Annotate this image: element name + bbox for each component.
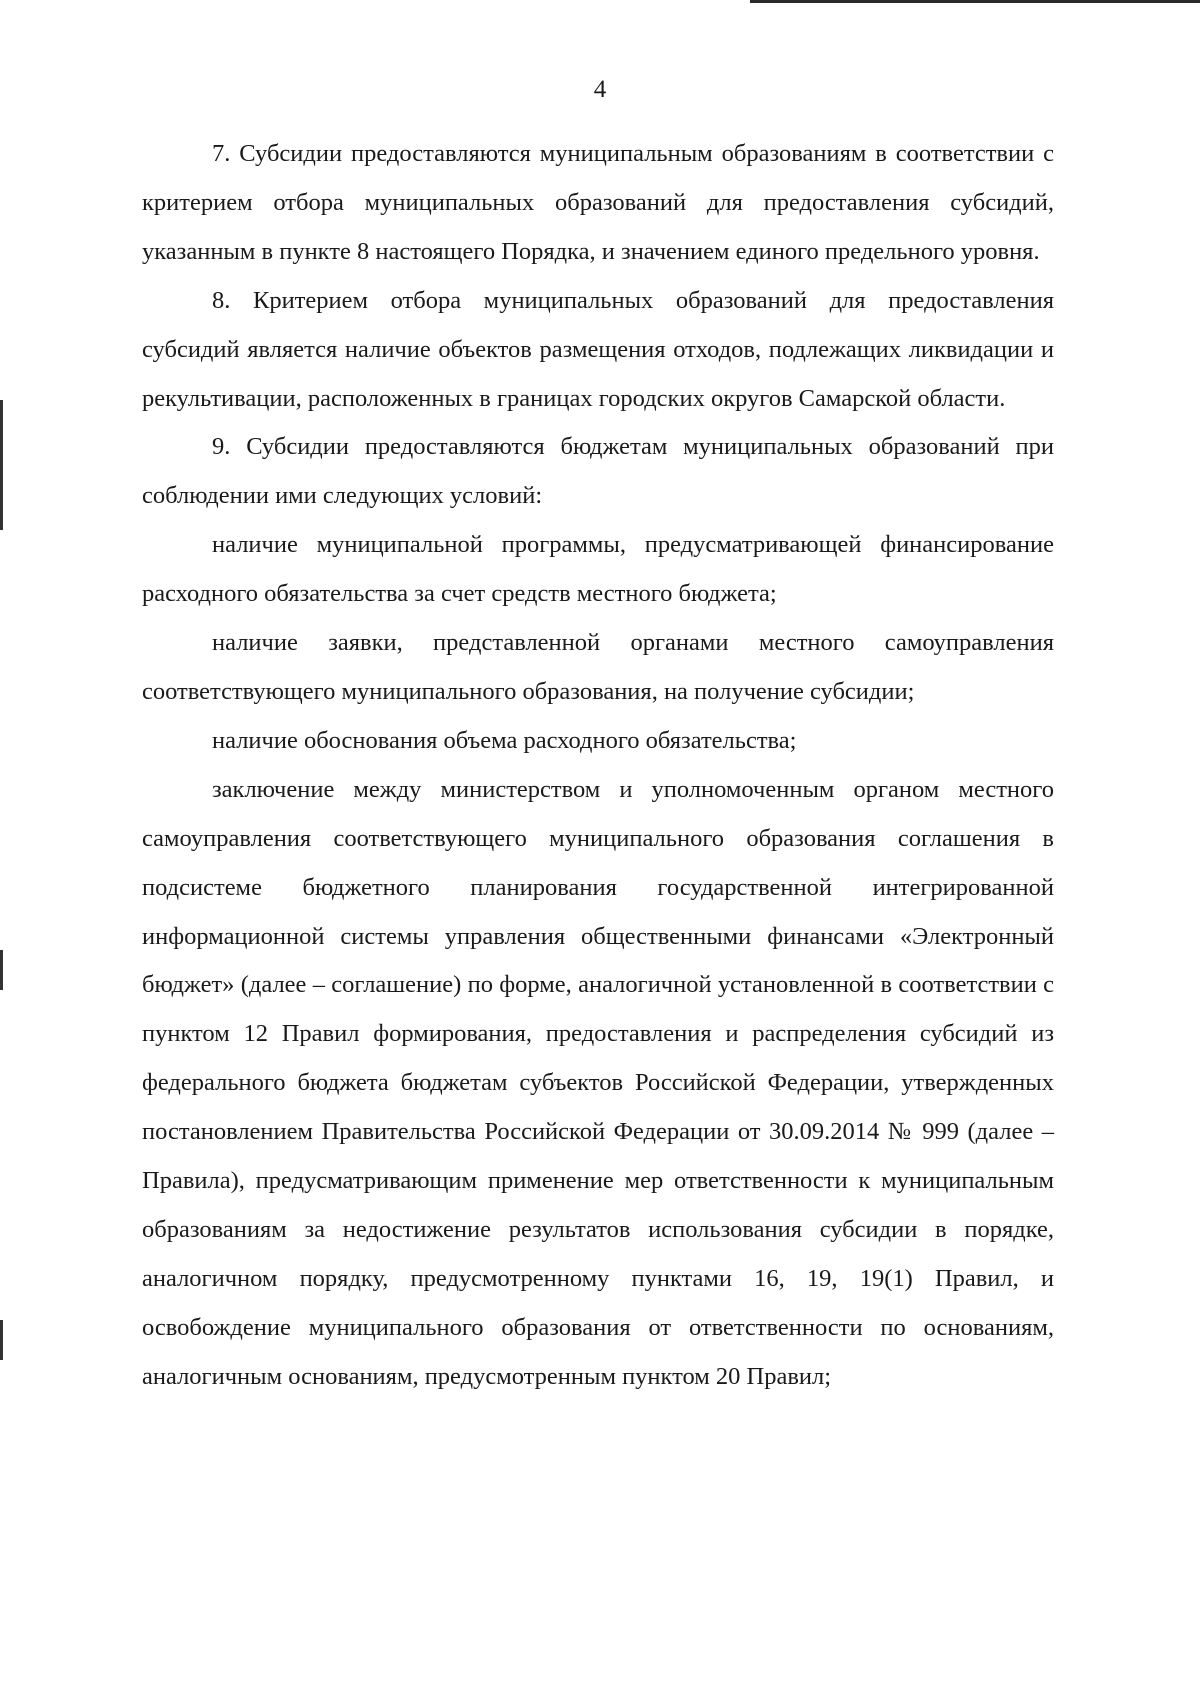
page-number: 4 [593, 76, 607, 103]
scan-edge-mark [0, 950, 3, 990]
scan-edge-mark [0, 1320, 3, 1360]
condition-agreement: заключение между министерством и уполномоченным органом местного самоуправления соответствующего муниципального образования соглашения в подсистеме бюджетного планирования государственной интегрированной информационной системы управления общественными финансами «Электронный бюджет» (далее – соглашение) по форме, аналогичной установленной в соответствии с пунктом 12 Правил формирования, предоставления и распределения субсидий из федерального бюджета бюджетам субъектов Российской Федерации, утвержденных постановлением Правительства Российской Федерации от 30.09.2014 № 999 (далее – Правила), предусматривающим применение мер ответственности к муниципальным образованиям за недостижение результатов использования субсидии в порядке, аналогичном порядку, предусмотренному пунктами 16, 19, 19(1) Правил, и освобождение муниципального образования от ответственности по основаниям, аналогичным основаниям, предусмотренным пунктом 20 Правил; [142, 775, 1054, 1390]
paragraph-7: 7. Субсидии предоставляются муниципальным образованиям в соответствии с критерием отбора муниципальных образований для предоставления субсидий, указанным в пункте 8 настоящего Порядка, и значением единого предельного уровня. [142, 140, 1054, 265]
paragraph-8: 8. Критерием отбора муниципальных образований для предоставления субсидий является наличие объектов размещения отходов, подлежащих ликвидации и рекультивации, расположенных в границах городских округов Самарской области. [142, 286, 1054, 412]
document-body [142, 130, 1054, 1402]
paragraph-9: 9. Субсидии предоставляются бюджетам муниципальных образований при соблюдении ими следующих условий: [142, 433, 1054, 510]
condition-application: наличие заявки, представленной органами местного самоуправления соответствующего муниципального образования, на получение субсидии; [142, 629, 1054, 705]
scan-edge-mark [0, 400, 3, 530]
condition-municipal-program: наличие муниципальной программы, предусматривающей финансирование расходного обязательства за счет средств местного бюджета; [142, 531, 1054, 608]
scan-edge-rule [750, 0, 1200, 3]
condition-justification: наличие обоснования объема расходного обязательства; [212, 726, 797, 754]
